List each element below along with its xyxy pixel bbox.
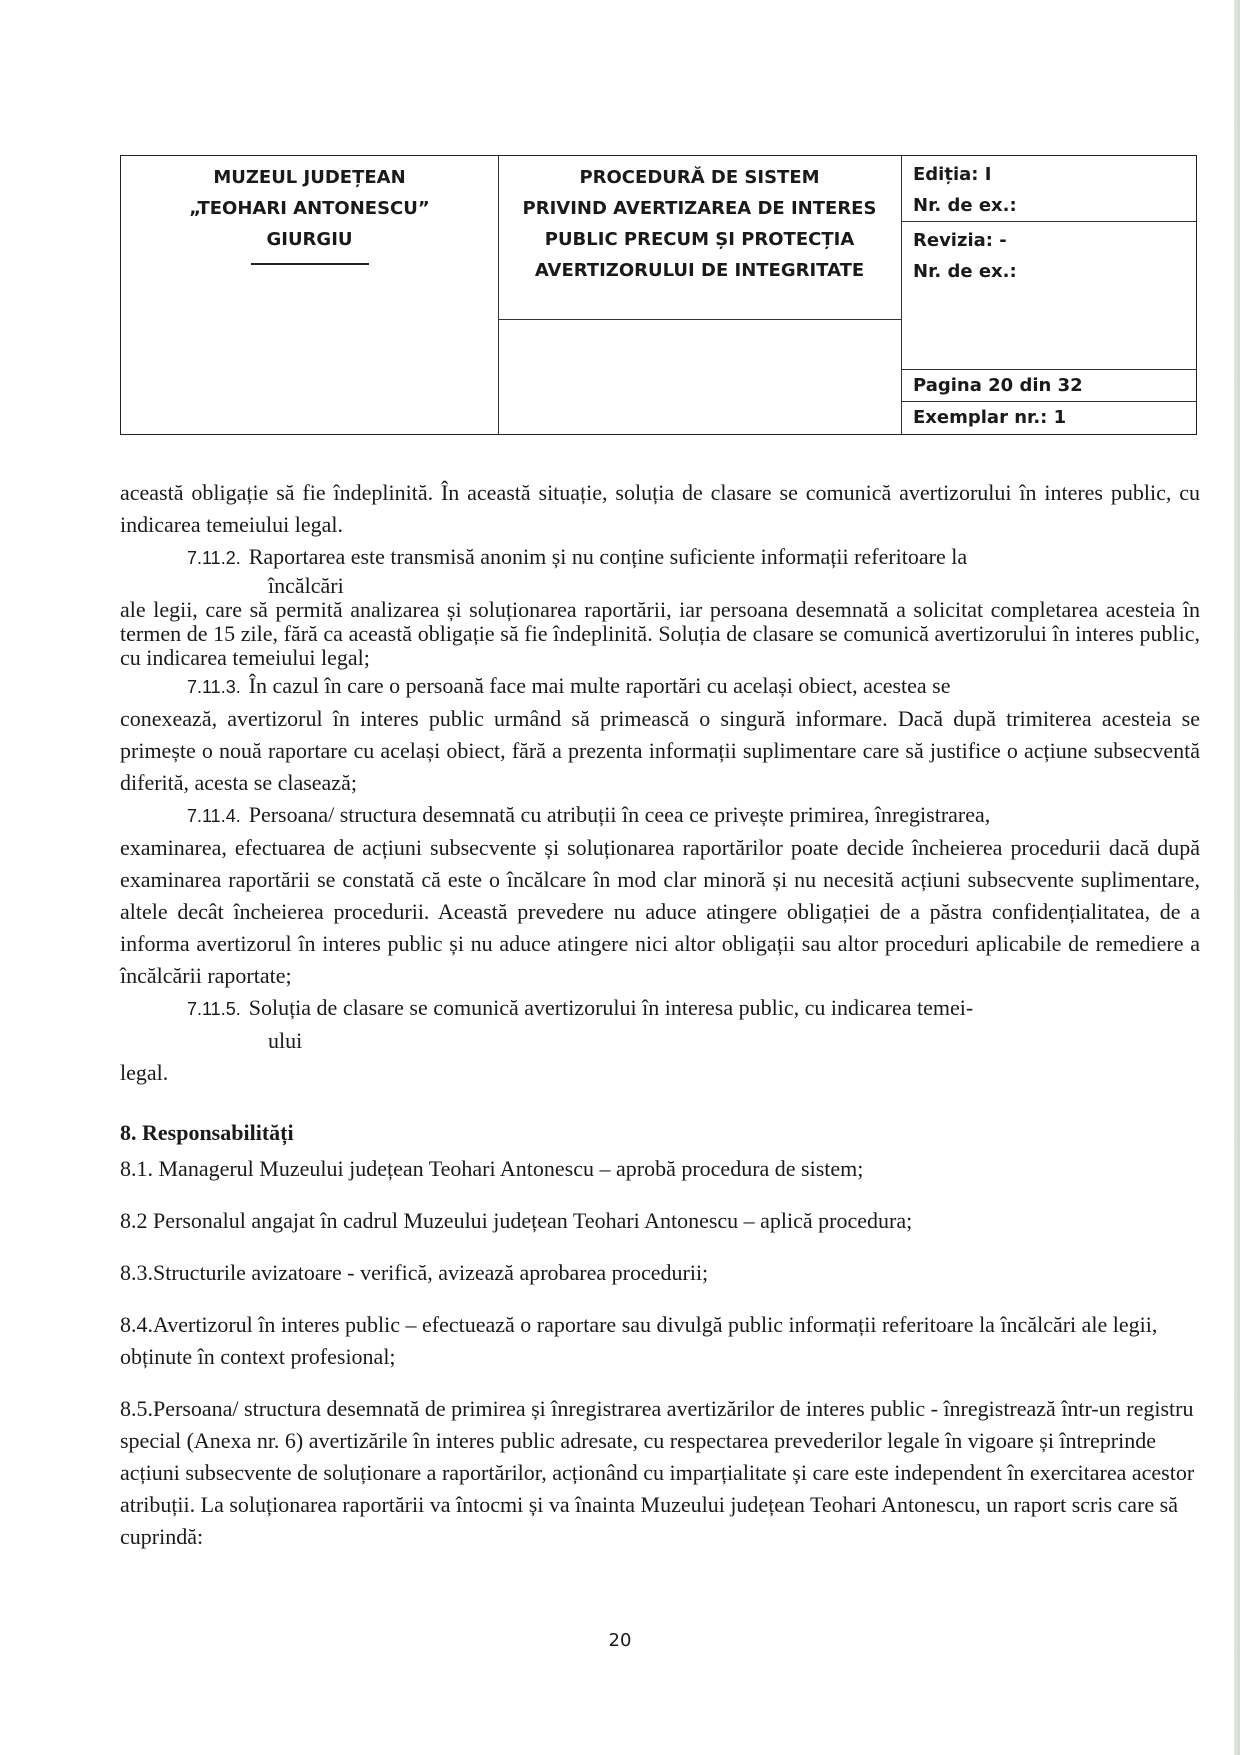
responsibility-8-4: 8.4.Avertizorul în interes public – efectuează o raportare sau divulgă public informații referitoare la încălcări ale legii, obținute în context profesional; xyxy=(120,1312,1158,1369)
institution-line-2: „TEOHARI ANTONESCU” xyxy=(189,198,430,219)
edition-cell xyxy=(901,156,1196,222)
responsibility-8-3: 8.3.Structurile avizatoare - verifică, avizează aprobarea procedurii; xyxy=(120,1260,709,1285)
section-7-11-5-body: legal. xyxy=(120,1060,169,1085)
procedure-title-cell xyxy=(498,156,902,434)
page-number: 20 xyxy=(608,1630,632,1651)
section-number: 7.11.3. xyxy=(187,677,241,697)
page-count-cell xyxy=(901,370,1196,402)
edition-copies-label: Nr. de ex.: xyxy=(913,195,1017,216)
section-lead-text: În cazul în care o persoană face mai multe raportări cu același obiect, acestea se xyxy=(248,673,951,698)
section-7-11-3-lead xyxy=(120,670,1200,703)
edition-label: Ediția: I xyxy=(913,164,992,185)
procedure-title-line-2: PRIVIND AVERTIZAREA DE INTERES xyxy=(522,198,877,219)
procedure-title-line-4: AVERTIZORULUI DE INTEGRITATE xyxy=(534,260,865,281)
responsibility-8-5: 8.5.Persoana/ structura desemnată de primirea și înregistrarea avertizărilor de interes public - înregistrează într-un registru special (Anexa nr. 6) avertizările în interes public adresate, cu respectarea prevederilor legale în vigoare și întreprinde acțiuni subsecvente de soluționare a raportărilor, acționând cu imparțialitate și care este independent în exercitarea acestor atribuții. La soluționarea raportării va întocmi și va înainta Muzeului județean Teohari Antonescu, un raport scris care să cuprindă: xyxy=(120,1396,1195,1549)
procedure-empty-cell xyxy=(498,319,901,320)
revision-label: Revizia: - xyxy=(913,230,1007,251)
revision-cell xyxy=(901,222,1196,370)
scanner-edge xyxy=(1234,0,1240,1755)
procedure-title-line-1: PROCEDURĂ DE SISTEM xyxy=(579,167,820,188)
responsibility-8-1: 8.1. Managerul Muzeului județean Teohari Antonescu – aprobă procedura de sistem; xyxy=(120,1156,864,1181)
section-lead-text: Raportarea este transmisă anonim și nu conține suficiente informații referitoare la xyxy=(248,544,968,569)
copy-number-label: Exemplar nr.: 1 xyxy=(913,407,1067,428)
section-number: 7.11.4. xyxy=(187,806,241,826)
signature-rule xyxy=(251,263,369,265)
procedure-title-line-3: PUBLIC PRECUM ȘI PROTECȚIA xyxy=(544,229,855,250)
document-body xyxy=(120,477,1200,1553)
section-7-11-2-body: ale legii, care să permită analizarea și soluționarea raportării, iar persoana desemnată a solicitat completarea acesteia în termen de 15 zile, fără ca această obligație să fie îndeplinită. Soluția de clasare se comunică avertizorului în interes public, cu indicarea temeiului legal; xyxy=(120,597,1200,670)
institution-line-1: MUZEUL JUDEȚEAN xyxy=(213,167,406,188)
section-7-11-2-wrap: încălcări xyxy=(268,573,344,598)
section-number: 7.11.5. xyxy=(187,999,241,1019)
revision-copies-label: Nr. de ex.: xyxy=(913,261,1017,282)
intro-paragraph: această obligație să fie îndeplinită. În această situație, soluția de clasare se comunică avertizorului în interes public, cu indicarea temeiului legal. xyxy=(120,480,1200,537)
page-count-label: Pagina 20 din 32 xyxy=(913,375,1083,396)
institution-cell xyxy=(121,156,499,434)
responsibility-8-2: 8.2 Personalul angajat în cadrul Muzeului județean Teohari Antonescu – aplică procedura; xyxy=(120,1208,913,1233)
document-meta-cell xyxy=(901,156,1196,434)
institution-line-3: GIURGIU xyxy=(266,229,353,250)
section-number: 7.11.2. xyxy=(187,548,241,568)
section-7-11-5-wrap: ului xyxy=(268,1028,303,1053)
copy-number-cell xyxy=(901,402,1196,434)
section-7-11-3-body: conexează, avertizorul în interes public urmând să primească o singură informare. Dacă după trimiterea acesteia se primește o nouă raportare cu același obiect, fără a prezenta informații suplimentare care să justifice o acțiune subsecventă diferită, acesta se clasează; xyxy=(120,706,1200,795)
section-7-11-5-lead xyxy=(120,992,1200,1025)
section-7-11-4-lead xyxy=(120,799,1200,832)
document-header-table xyxy=(120,155,1197,435)
section-7-11-4-body: examinarea, efectuarea de acțiuni subsecvente și soluționarea raportărilor poate decide încheierea procedurii dacă după examinarea raportării se constată că este o încălcare în mod clar minoră și nu necesită acțiuni subsecvente suplimentare, altele decât încheierea procedurii. Această prevedere nu aduce atingere obligației de a păstra confidențialitatea, de a informa avertizorul în interes public și nu aduce atingere nici altor obligații sau altor proceduri aplicabile de remediere a încălcării raportate; xyxy=(120,835,1200,988)
section-lead-text: Soluția de clasare se comunică avertizorului în interesa public, cu indicarea temei- xyxy=(248,995,974,1020)
section-7-11-2-lead xyxy=(120,541,1200,574)
section-8-heading: 8. Responsabilități xyxy=(120,1120,294,1145)
section-lead-text: Persoana/ structura desemnată cu atribuții în ceea ce privește primirea, înregistrarea, xyxy=(248,802,991,827)
